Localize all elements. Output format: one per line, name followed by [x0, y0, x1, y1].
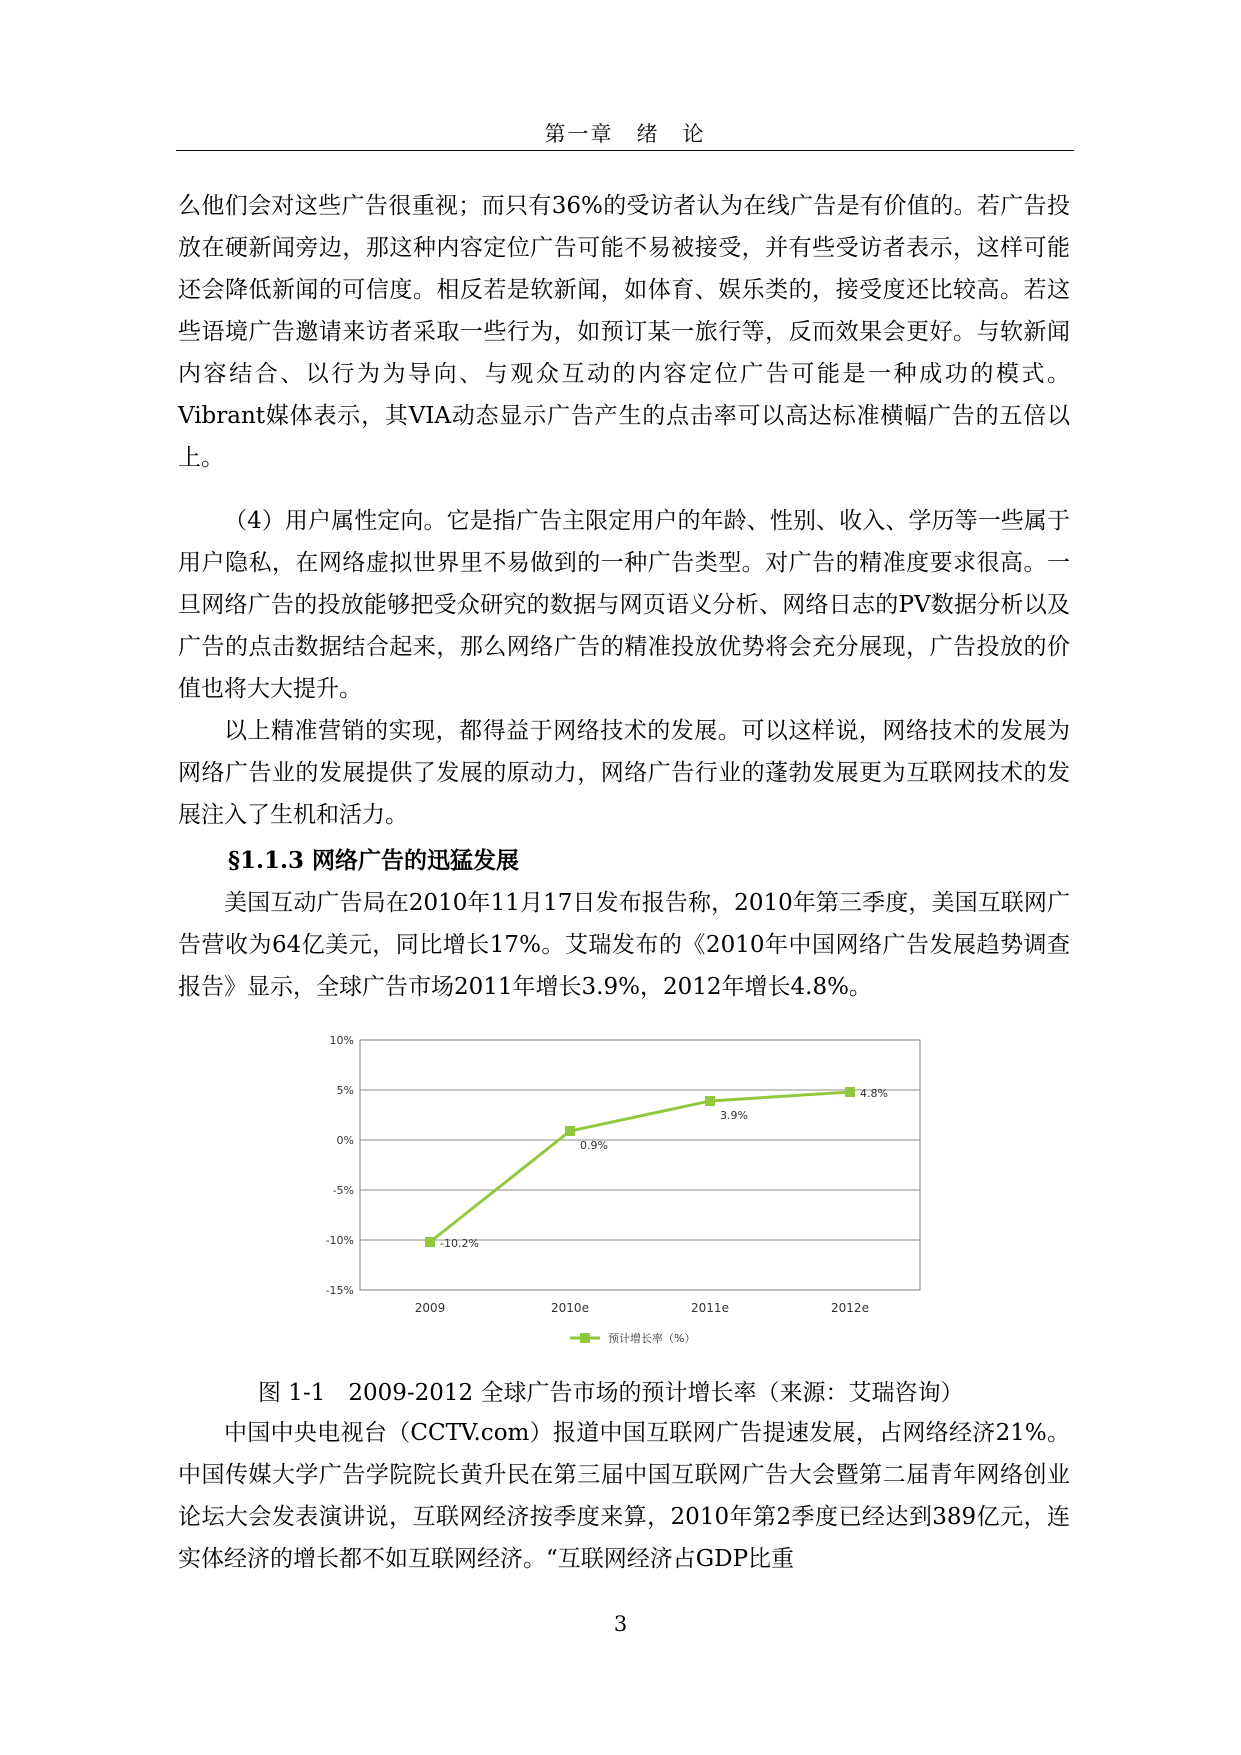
x-tick-label: 2010e — [551, 1301, 589, 1315]
y-tick-label: 0% — [336, 1134, 354, 1147]
data-point — [845, 1087, 855, 1097]
y-tick-label: -15% — [325, 1284, 354, 1297]
paragraph-2: （4）用户属性定向。它是指广告主限定用户的年龄、性别、收入、学历等一些属于用户隐私，在网络虚拟世界里不易做到的一种广告类型。对广告的精准度要求很高。一旦网络广告的投放能够把受众研究的数据与网页语义分析、网络日志的PV数据分析以及广告的点击数据结合起来，那么网络广告的精准投放优势将会充分展现，广告投放的价值也将大大提升。 — [178, 508, 1070, 702]
paragraph-3: 以上精准营销的实现，都得益于网络技术的发展。可以这样说，网络技术的发展为网络广告业的发展提供了发展的原动力，网络广告行业的蓬勃发展更为互联网技术的发展注入了生机和活力。 — [178, 718, 1070, 828]
y-tick-label: 10% — [329, 1034, 354, 1047]
header-rule — [176, 150, 1074, 151]
y-tick-label: 5% — [336, 1084, 354, 1097]
paragraph-1: 么他们会对这些广告很重视；而只有36%的受访者认为在线广告是有价值的。若广告投放在硬新闻旁边，那这种内容定位广告可能不易被接受，并有些受访者表示，这样可能还会降低新闻的可信度。相反若是软新闻，如体育、娱乐类的，接受度还比较高。若这些语境广告邀请来访者采取一些行为，如预订某一旅行等，反而效果会更好。与软新闻内容结合、以行为为导向、与观众互动的内容定位广告可能是一种成功的模式。Vibrant媒体表示，其VIA动态显示广告产生的点击率可以高达标准横幅广告的五倍以上。 — [178, 193, 1070, 471]
data-label: 0.9% — [580, 1139, 608, 1152]
x-tick-label: 2009 — [414, 1301, 446, 1315]
y-tick-label: -10% — [325, 1234, 354, 1247]
data-label: 3.9% — [720, 1109, 748, 1122]
data-point — [425, 1237, 435, 1247]
data-point — [565, 1126, 575, 1136]
x-tick-label: 2011e — [691, 1301, 729, 1315]
data-label: -10.2% — [440, 1237, 479, 1250]
x-tick-label: 2012e — [831, 1301, 869, 1315]
page-number: 3 — [613, 1612, 628, 1636]
series-line — [430, 1092, 850, 1242]
paragraph-5: 中国中央电视台（CCTV.com）报道中国互联网广告提速发展，占网络经济21%。中国传媒大学广告学院院长黄升民在第三届中国互联网广告大会暨第二届青年网络创业论坛大会发表演讲说，互联网经济按季度来算，2010年第2季度已经达到389亿元，连实体经济的增长都不如互联网经济。“互联网经济占GDP比重 — [178, 1420, 1070, 1572]
paragraph-4: 美国互动广告局在2010年11月17日发布报告称，2010年第三季度，美国互联网广告营收为64亿美元，同比增长17%。艾瑞发布的《2010年中国网络广告发展趋势调查报告》显示，全球广告市场2011年增长3.9%，2012年增长4.8%。 — [178, 890, 1070, 1000]
y-tick-label: -5% — [332, 1184, 354, 1197]
page-header: 第一章 绪 论 — [544, 122, 706, 146]
legend-label: 预计增长率（%） — [608, 1332, 696, 1345]
data-label: 4.8% — [860, 1087, 888, 1100]
legend-marker — [580, 1333, 590, 1343]
plot-area-frame — [360, 1040, 920, 1290]
figure-caption: 图 1-1 2009-2012 全球广告市场的预计增长率（来源：艾瑞咨询） — [258, 1380, 964, 1406]
growth-chart — [310, 1030, 930, 1360]
data-point — [705, 1096, 715, 1106]
section-heading: §1.1.3 网络广告的迅猛发展 — [228, 847, 520, 874]
chart-svg — [310, 1030, 930, 1360]
